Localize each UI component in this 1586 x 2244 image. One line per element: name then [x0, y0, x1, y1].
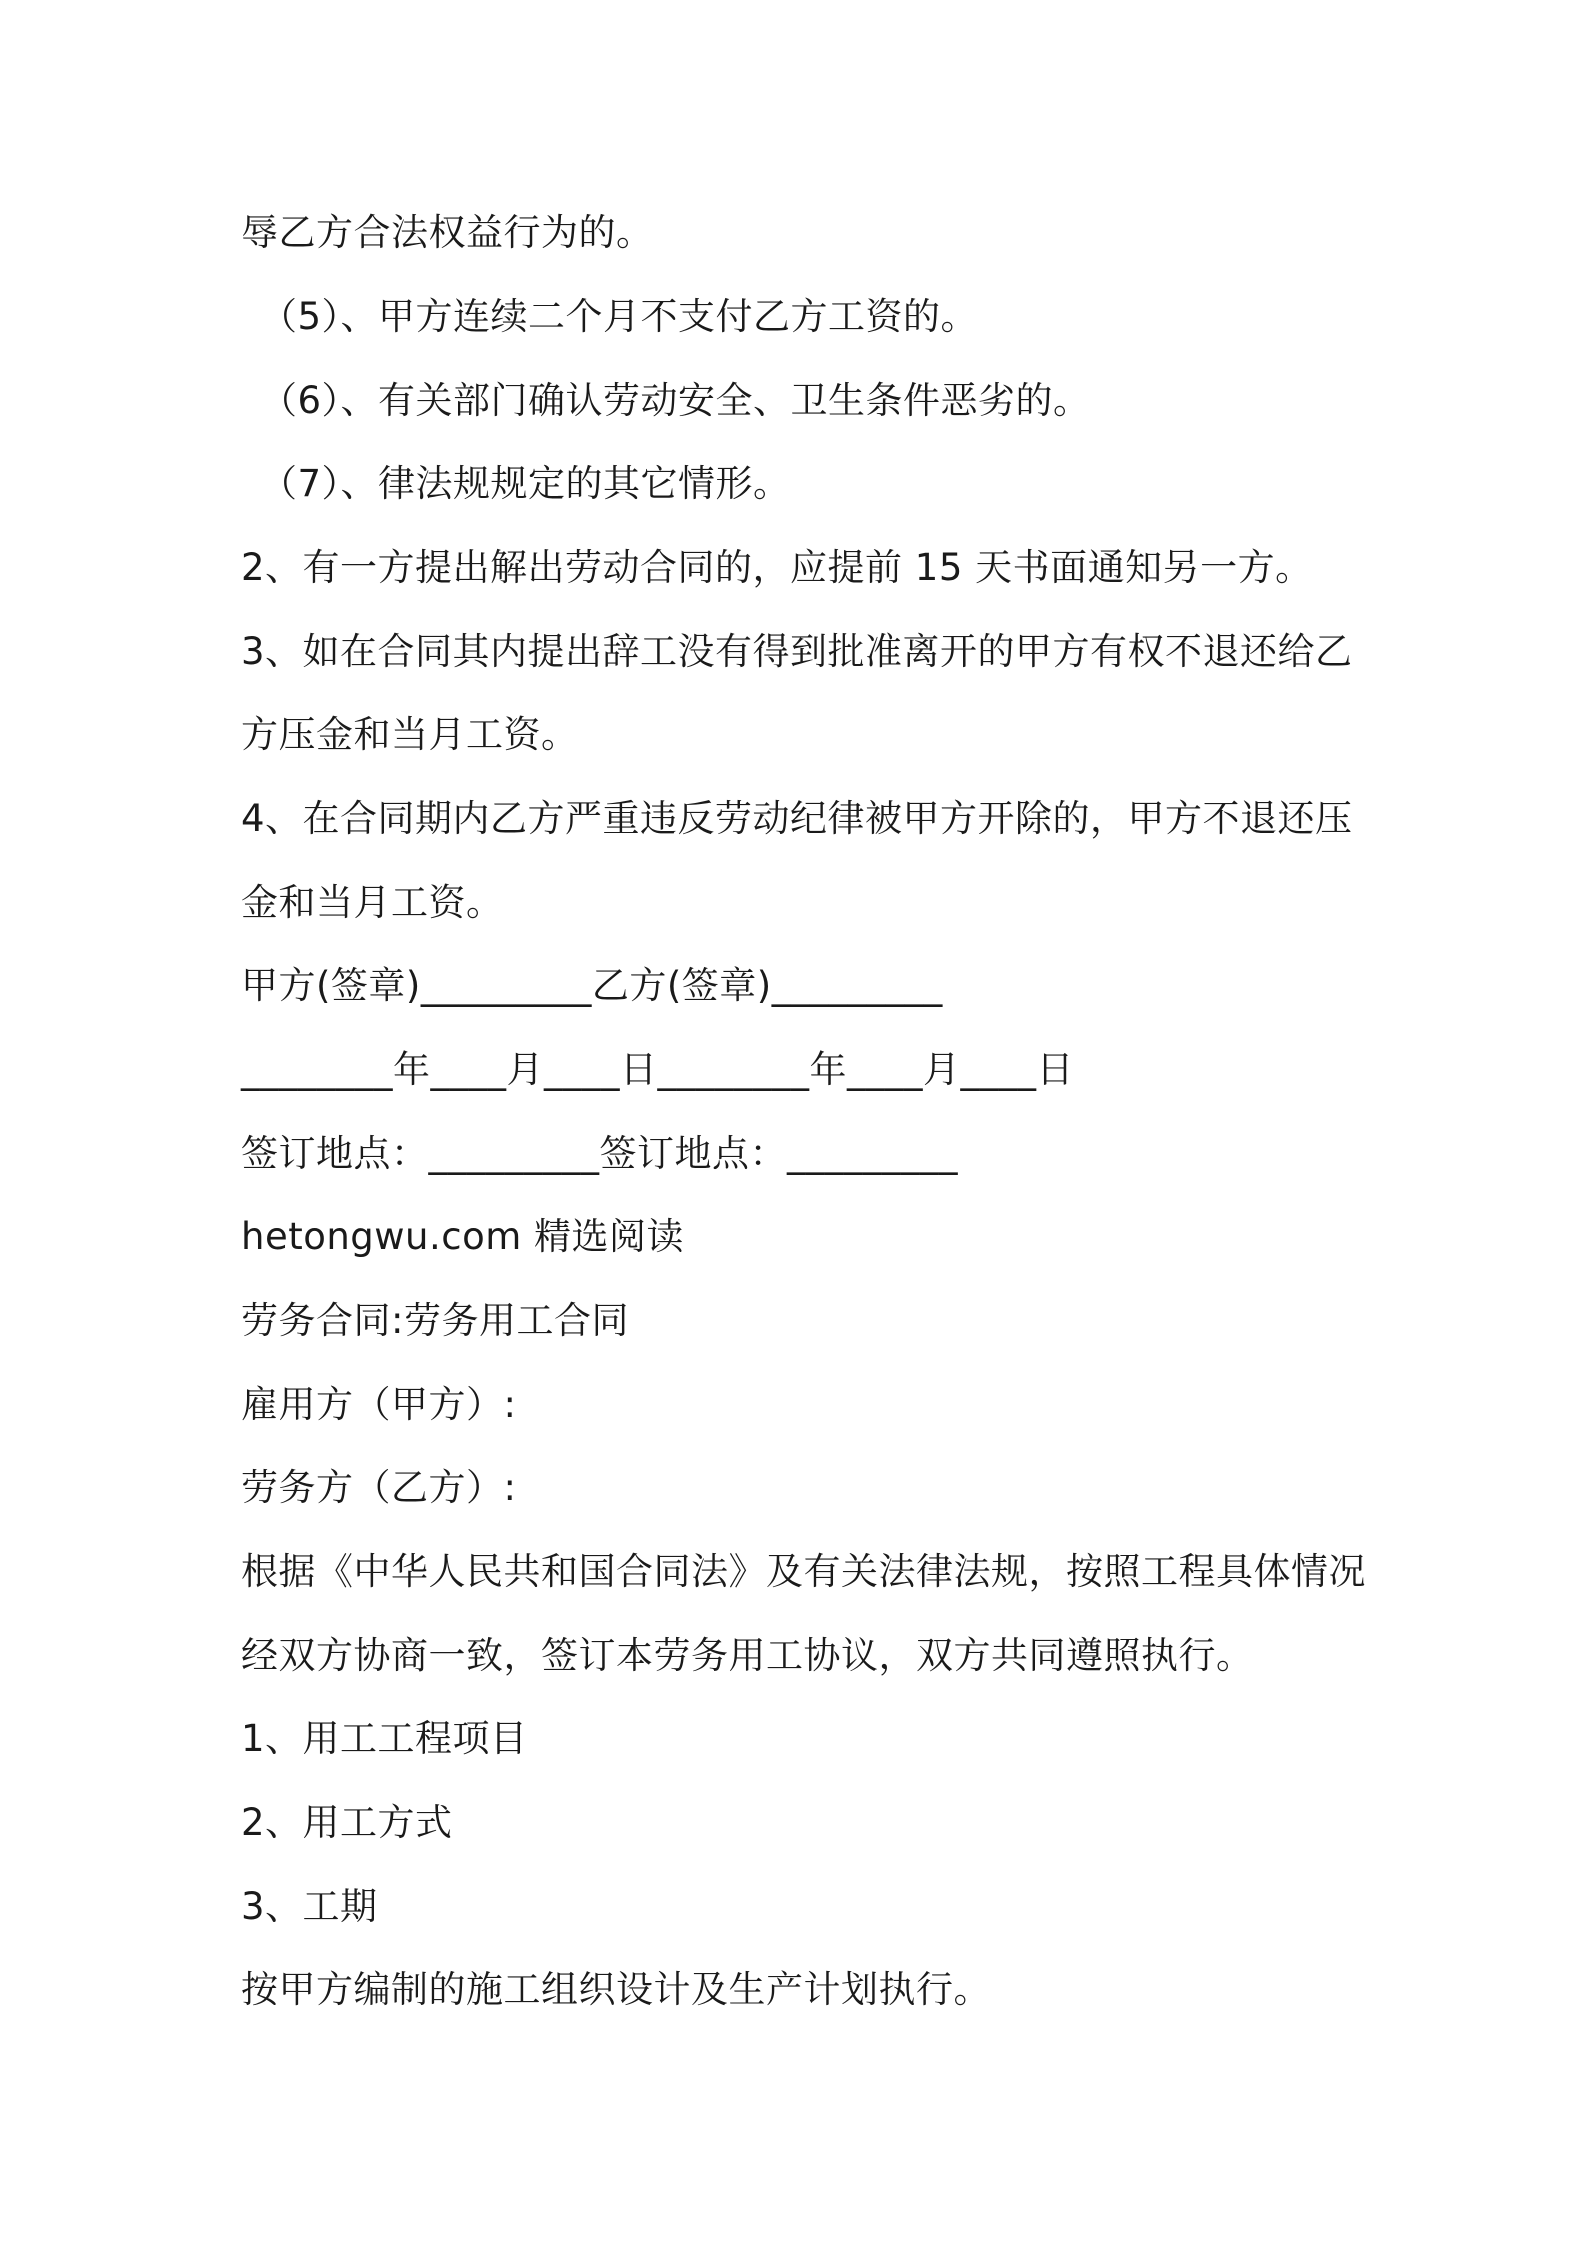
section-title: 劳务合同:劳务用工合同 — [241, 1299, 629, 1342]
signature-line: 甲方(签章)_________乙方(签章)_________ — [241, 964, 943, 1007]
item-1: 1、用工工程项目 — [241, 1717, 528, 1760]
list-item-7: （7）、律法规规定的其它情形。 — [260, 462, 791, 505]
item-2: 2、用工方式 — [241, 1801, 453, 1844]
clause-4: 4、在合同期内乙方严重违反劳动纪律被甲方开除的，甲方不退还压 — [241, 797, 1353, 840]
employer-line: 雇用方（甲方）: — [241, 1383, 517, 1426]
source-line: hetongwu.com 精选阅读 — [241, 1215, 685, 1258]
paragraph-line: 辱乙方合法权益行为的。 — [241, 211, 654, 254]
clause-2: 2、有一方提出解出劳动合同的，应提前 15 天书面通知另一方。 — [241, 546, 1313, 589]
clause-4-continued: 金和当月工资。 — [241, 881, 504, 924]
list-item-5: （5）、甲方连续二个月不支付乙方工资的。 — [260, 295, 979, 338]
list-item-6: （6）、有关部门确认劳动安全、卫生条件恶劣的。 — [260, 379, 1091, 422]
item-3-description: 按甲方编制的施工组织设计及生产计划执行。 — [241, 1968, 991, 2011]
clause-3-continued: 方压金和当月工资。 — [241, 713, 579, 756]
preamble-line-2: 经双方协商一致，签订本劳务用工协议，双方共同遵照执行。 — [241, 1634, 1254, 1677]
clause-3: 3、如在合同其内提出辞工没有得到批准离开的甲方有权不退还给乙 — [241, 630, 1353, 673]
signing-location-line: 签订地点：_________签订地点：_________ — [241, 1132, 958, 1175]
item-3: 3、工期 — [241, 1885, 378, 1928]
preamble-line-1: 根据《中华人民共和国合同法》及有关法律法规，按照工程具体情况 — [241, 1550, 1366, 1593]
laborer-line: 劳务方（乙方）: — [241, 1466, 517, 1509]
date-line: ________年____月____日________年____月____日 — [241, 1048, 1074, 1091]
